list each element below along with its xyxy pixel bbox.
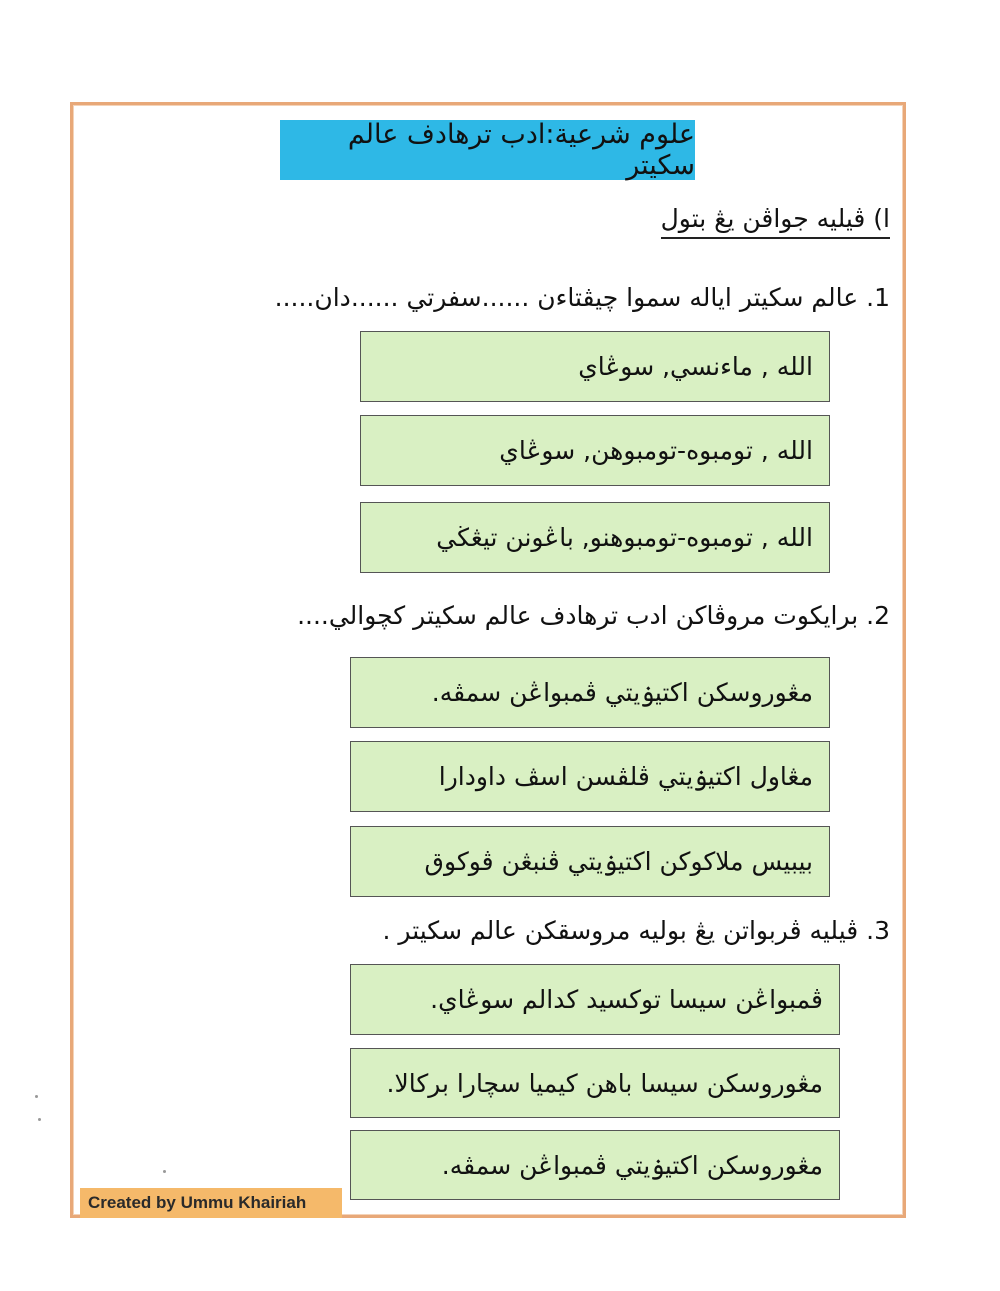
q3-option-3[interactable]: مڠوروسکن اکتيۏيتي ڤمبواڠن سمڤه. [350,1130,840,1200]
scan-speck [38,1118,41,1121]
q1-option-2[interactable]: الله , تومبوه-تومبوهن, سوڠاي [360,415,830,486]
q3-option-1[interactable]: ڤمبواڠن سيسا توکسيد کدالم سوڠاي. [350,964,840,1035]
scan-speck [163,1170,166,1173]
question-1: 1. عالم سکيتر اياله سموا چيڤتاءن ......سفرتي ......دان..... [274,283,890,312]
q2-option-2[interactable]: مڠاول اکتيۏيتي ڤلڤسن اسڤ داودارا [350,741,830,812]
q1-option-1[interactable]: الله , ماءنسي, سوڠاي [360,331,830,402]
question-3: 3. ڤيليه ڤربواتن يڠ بوليه مروسقکن عالم سکيتر . [382,916,890,945]
question-2: 2. برايکوت مروڤاکن ادب ترهادف عالم سکيتر کچوالي.... [297,601,890,630]
q2-option-3[interactable]: بيبيس ملاکوکن اکتيۏيتي ڤنبڠن ڤوکوق [350,826,830,897]
section-heading: ا) ڤيليه جواڤن يڠ بتول [661,204,890,239]
worksheet-title: علوم شرعية:ادب ترهادف عالم سکيتر [280,120,695,180]
creator-credit: Created by Ummu Khairiah [80,1188,342,1218]
q1-option-3[interactable]: الله , تومبوه-تومبوهنو, باڠونن تيڠڬي [360,502,830,573]
q3-option-2[interactable]: مڠوروسکن سيسا باهن کيميا سچارا برکالا. [350,1048,840,1118]
q2-option-1[interactable]: مڠوروسکن اکتيۏيتي ڤمبواڠن سمڤه. [350,657,830,728]
scan-speck [35,1095,38,1098]
